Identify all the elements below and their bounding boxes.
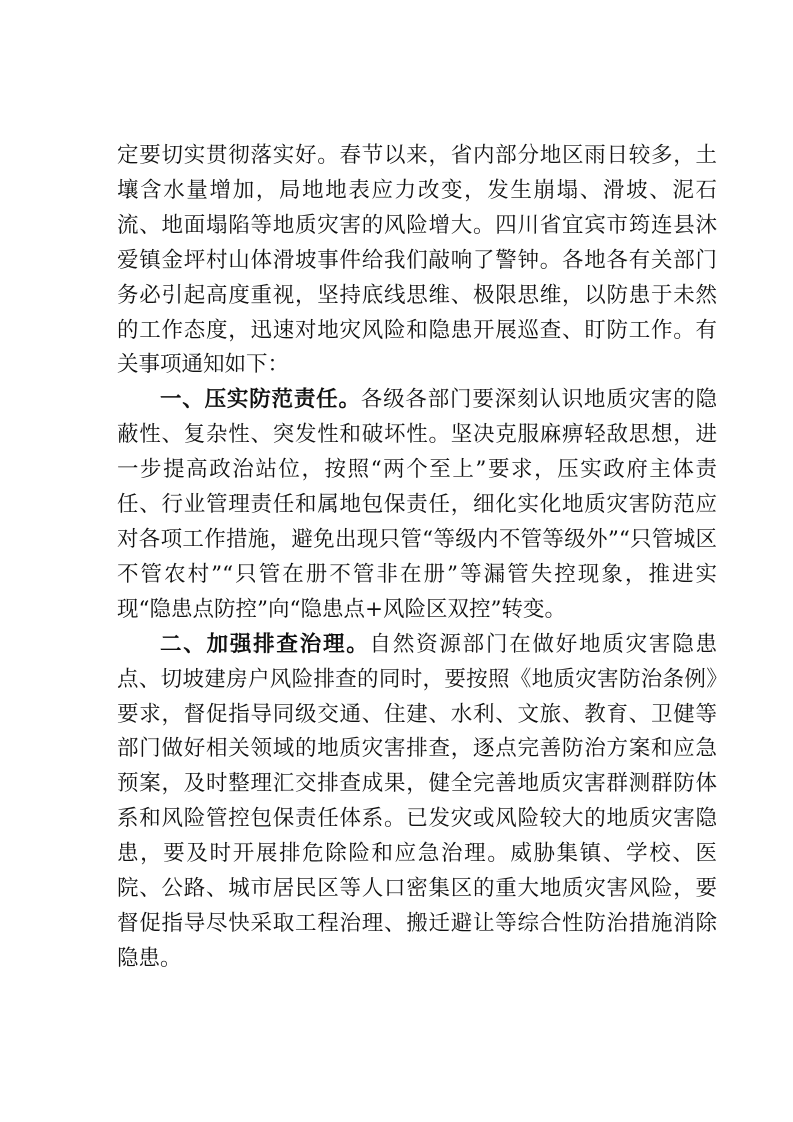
paragraph-intro-text: 定要切实贯彻落实好。春节以来，省内部分地区雨日较多，土壤含水量增加，局地地表应力改变，发生崩塌、滑坡、泥石流、地面塌陷等地质灾害的风险增大。四川省宜宾市筠连县沐爱镇金坪村山体滑坡事件给我们敲响了警钟。各地各有关部门务必引起高度重视，坚持底线思维、极限思维，以防患于未然的工作态度，迅速对地灾风险和隐患开展巡查、盯防工作。有关事项通知如下：	[117, 143, 717, 378]
paragraph-section-2	[117, 628, 717, 977]
section-2-heading: 二、加强排查治理。	[160, 631, 370, 657]
paragraph-section-1	[117, 383, 717, 627]
section-2-text: 自然资源部门在做好地质灾害隐患点、切坡建房户风险排查的同时，要按照《地质灾害防治条例》要求，督促指导同级交通、住建、水利、文旅、教育、卫健等部门做好相关领域的地质灾害排查，逐点完善防治方案和应急预案，及时整理汇交排查成果，健全完善地质灾害群测群防体系和风险管控包保责任体系。已发灾或风险较大的地质灾害隐患，要及时开展排危除险和应急治理。威胁集镇、学校、医院、公路、城市居民区等人口密集区的重大地质灾害风险，要督促指导尽快采取工程治理、搬迁避让等综合性防治措施消除隐患。	[117, 631, 717, 971]
paragraph-intro	[117, 139, 717, 383]
document-body	[117, 139, 717, 977]
section-1-heading: 一、压实防范责任。	[160, 387, 361, 413]
section-1-text: 各级各部门要深刻认识地质灾害的隐蔽性、复杂性、突发性和破坏性。坚决克服麻痹轻敌思想，进一步提高政治站位，按照“两个至上”要求，压实政府主体责任、行业管理责任和属地包保责任，细化实化地质灾害防范应对各项工作措施，避免出现只管“等级内不管等级外”“只管城区不管农村”“只管在册不管非在册”等漏管失控现象，推进实现“隐患点防控”向“隐患点+风险区双控”转变。	[117, 387, 717, 622]
